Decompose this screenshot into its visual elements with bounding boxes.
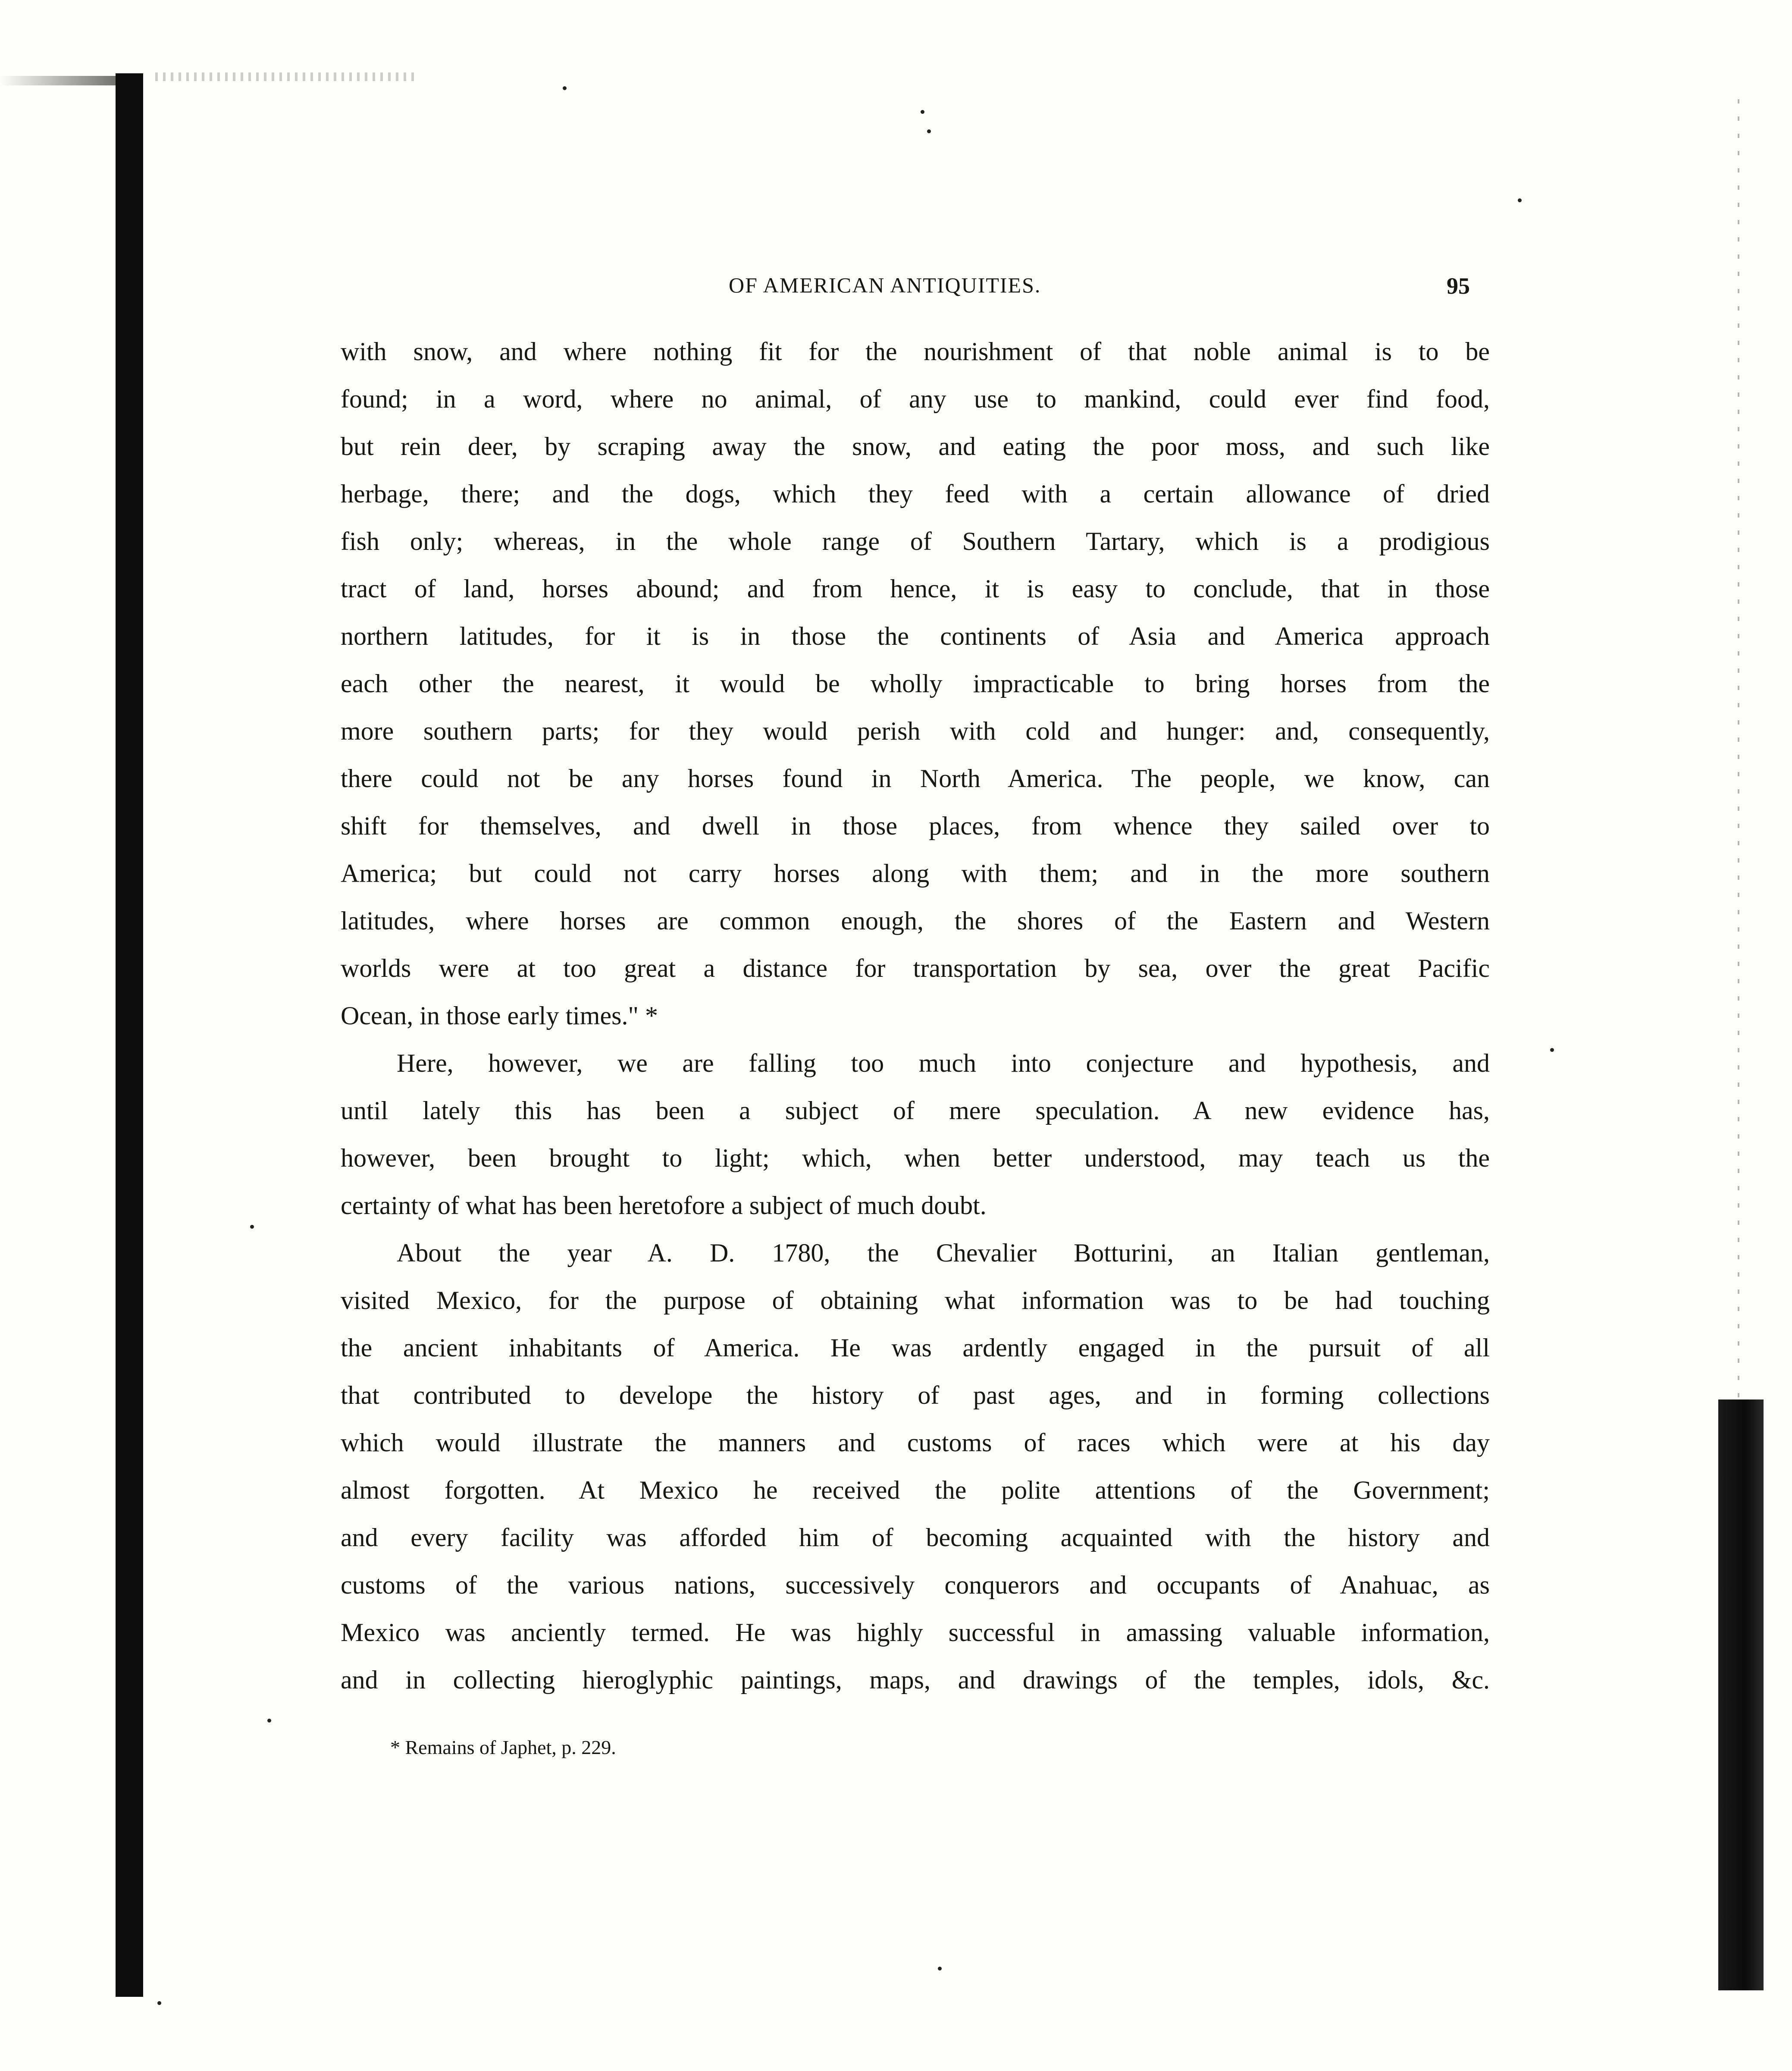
text-line: latitudes, where horses are common enough, the shores of the Eastern and Western: [341, 907, 1490, 935]
text-line: almost forgotten. At Mexico he received the polite attentions of the Government;: [341, 1476, 1490, 1504]
text-line: America; but could not carry horses along with them; and in the more southern: [341, 859, 1490, 888]
text-line: Mexico was anciently termed. He was highly successful in amassing valuable information,: [341, 1618, 1490, 1647]
binding-edge-bar: [116, 73, 143, 1997]
scan-speck: [1550, 1048, 1554, 1052]
text-line: more southern parts; for they would perish with cold and hunger: and, consequently,: [341, 717, 1490, 745]
text-line: worlds were at too great a distance for transportation by sea, over the great Pacific: [341, 954, 1490, 982]
scan-speck: [927, 129, 931, 133]
text-line: until lately this has been a subject of mere speculation. A new evidence has,: [341, 1096, 1490, 1125]
text-line: there could not be any horses found in North America. The people, we know, can: [341, 764, 1490, 793]
body-text: [341, 328, 1490, 1704]
text-line: shift for themselves, and dwell in those places, from whence they sailed over to: [341, 812, 1490, 840]
scan-speck: [1518, 198, 1522, 202]
text-line: customs of the various nations, successively conquerors and occupants of Anahuac, as: [341, 1571, 1490, 1599]
running-header: [0, 273, 1792, 307]
text-line: the ancient inhabitants of America. He was ardently engaged in the pursuit of all: [341, 1334, 1490, 1362]
scan-speck: [938, 1967, 942, 1971]
paragraph-start: About the year A. D. 1780, the Chevalier Botturini, an Italian gentleman,: [397, 1239, 1490, 1267]
scan-speck: [563, 86, 567, 90]
text-line: which would illustrate the manners and customs of races which were at his day: [341, 1428, 1490, 1457]
text-line: northern latitudes, for it is in those the continents of Asia and America approach: [341, 622, 1490, 650]
text-line: and in collecting hieroglyphic paintings, maps, and drawings of the temples, idols, &c.: [341, 1666, 1490, 1694]
text-line: each other the nearest, it would be wholly impracticable to bring horses from the: [341, 669, 1490, 698]
text-line: Ocean, in those early times." *: [341, 1001, 658, 1030]
scan-dark-strip-right: [1718, 1399, 1764, 1990]
scan-speck: [157, 2001, 161, 2005]
text-line: herbage, there; and the dogs, which they feed with a certain allowance of dried: [341, 480, 1490, 508]
text-line: but rein deer, by scraping away the snow, and eating the poor moss, and such like: [341, 432, 1490, 461]
text-line: tract of land, horses abound; and from hence, it is easy to conclude, that in those: [341, 574, 1490, 603]
text-line: certainty of what has been heretofore a subject of much doubt.: [341, 1191, 987, 1220]
scan-speck: [267, 1719, 271, 1723]
footnote: * Remains of Japhet, p. 229.: [390, 1736, 616, 1758]
text-line: with snow, and where nothing fit for the nourishment of that noble animal is to be: [341, 337, 1490, 366]
scan-speck: [921, 110, 924, 114]
text-line: found; in a word, where no animal, of any use to mankind, could ever find food,: [341, 385, 1490, 413]
text-line: that contributed to develope the history of past ages, and in forming collections: [341, 1381, 1490, 1409]
text-line: fish only; whereas, in the whole range of Southern Tartary, which is a prodigious: [341, 527, 1490, 555]
scan-speck: [250, 1225, 254, 1229]
text-line: and every facility was afforded him of becoming acquainted with the history and: [341, 1523, 1490, 1552]
page-number: 95: [1447, 273, 1470, 299]
paragraph-start: Here, however, we are falling too much into conjecture and hypothesis, and: [397, 1049, 1490, 1077]
scan-noise-top: [155, 72, 414, 81]
text-line: however, been brought to light; which, when better understood, may teach us the: [341, 1144, 1490, 1172]
text-line: visited Mexico, for the purpose of obtaining what information was to be had touching: [341, 1286, 1490, 1315]
running-title: OF AMERICAN ANTIQUITIES.: [729, 273, 1041, 297]
